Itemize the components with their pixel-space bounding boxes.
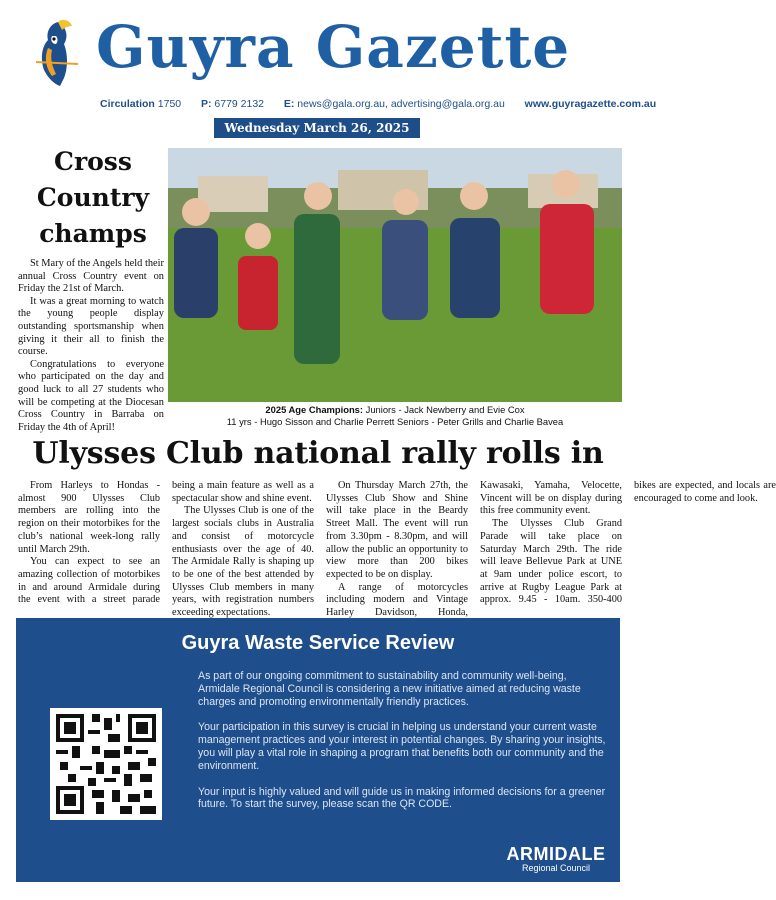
council-sub: Regional Council [521,863,591,873]
issue-date: Wednesday March 26, 2025 [214,118,420,138]
cross-country-headline: Cross Country champs [36,147,150,248]
waste-paragraph: As part of our ongoing commitment to sustainability and community well-being, Armidale Regional Council is considering a new initiative aimed at reducing waste charges and promoting environmentally friendly practices. [198,670,581,708]
email-label: E: [283,98,295,110]
ulysses-article [18,480,776,620]
council-logo [500,844,612,873]
article-paragraph: It was a great morning to watch the young people display outstanding sportsmanship when giving it their all to finish the course. [18,295,164,358]
article-paragraph: You can expect to see an amazing collection of motorbikes in and around Armidale during the event with a street parade being a main feature as well as a spectacular show and shine event. [18,480,314,606]
caption-line-2: 11 yrs - Hugo Sisson and Charlie Perrett Seniors - Peter Grills and Charlie Bavea [226,416,564,427]
website-link[interactable]: www.guyragazette.com.au [524,98,657,110]
newspaper-title: Guyra Gazette [96,13,571,81]
waste-review-panel [16,618,620,882]
article-paragraph: A range of motorcycles including modern and Vintage Harley Davidson, Honda, Kawasaki, Yamaha, Velocette, Vincent will be on display during this free community event. [326,480,622,619]
circulation-label: Circulation [100,98,155,110]
article-paragraph: The Ulysses Club Grand Parade will take place on Saturday March 29th. The ride will leave Bellevue Park at UNE at 9am under police escort, to arrive at Rugby League Park at approx. 9.45 - 10am. 350-400 bikes are expected, and locals are encouraged to come and look. [480,480,776,606]
article-paragraph: The Ulysses Club is one of the largest socials clubs in Australia and consist of motorcycle enthusiasts over the age of 40. The Armidale Rally is shaping up to be one of the best attended by Ulysses Club members in many years, with registration numbers exceeding expectations. [172,505,314,619]
photo-caption [168,404,622,428]
waste-review-text [198,670,608,824]
article-paragraph: St Mary of the Angels held their annual Cross Country event on Friday the 21st of March. [18,258,164,295]
email-value[interactable]: news@gala.org.au, advertising@gala.org.au [297,98,505,110]
article-paragraph: From Harleys to Hondas - almost 900 Ulysses Club members are rolling into the region on their motorbikes for the club’s national week-long rally until March 29th. [18,480,160,555]
waste-paragraph: Your input is highly valued and will guide us in making informed decisions for a greener future. To start the survey, please scan the QR CODE. [198,785,606,811]
ulysses-headline: Ulysses Club national rally rolls in [32,436,604,471]
article-paragraph: Congratulations to everyone who participated on the day and good luck to all 27 students who will be competing at the Diocesan Cross Country in Barraba on Friday the 4th of April! [18,358,164,433]
phone-value: 6779 2132 [214,98,265,110]
cross-country-photo [168,148,622,402]
council-name: ARMIDALE [506,844,606,864]
phone-label: P: [200,98,212,110]
article-paragraph: On Thursday March 27th, the Ulysses Club Show and Shine will take place in the Beardy Street Mall. The event will run from 3.30pm - 8.30pm, and will allow the public an opportunity to view more than 200 bikes expected to be on display. [326,480,468,580]
caption-line-1: Juniors - Jack Newberry and Evie Cox [365,404,525,415]
caption-bold: 2025 Age Champions: [265,404,364,415]
qr-code-icon[interactable] [50,708,162,820]
masthead [0,0,657,140]
cockatoo-logo-icon [28,18,86,88]
cross-country-article [18,258,164,434]
contact-line [100,98,656,110]
waste-paragraph: Your participation in this survey is crucial in helping us understand your current waste management practices and your interest in potential changes. By sharing your insights, you will play a vital role in shaping a program that benefits both our community and the environment. [198,721,606,772]
waste-review-title: Guyra Waste Service Review [181,632,455,654]
circulation-value: 1750 [157,98,182,110]
